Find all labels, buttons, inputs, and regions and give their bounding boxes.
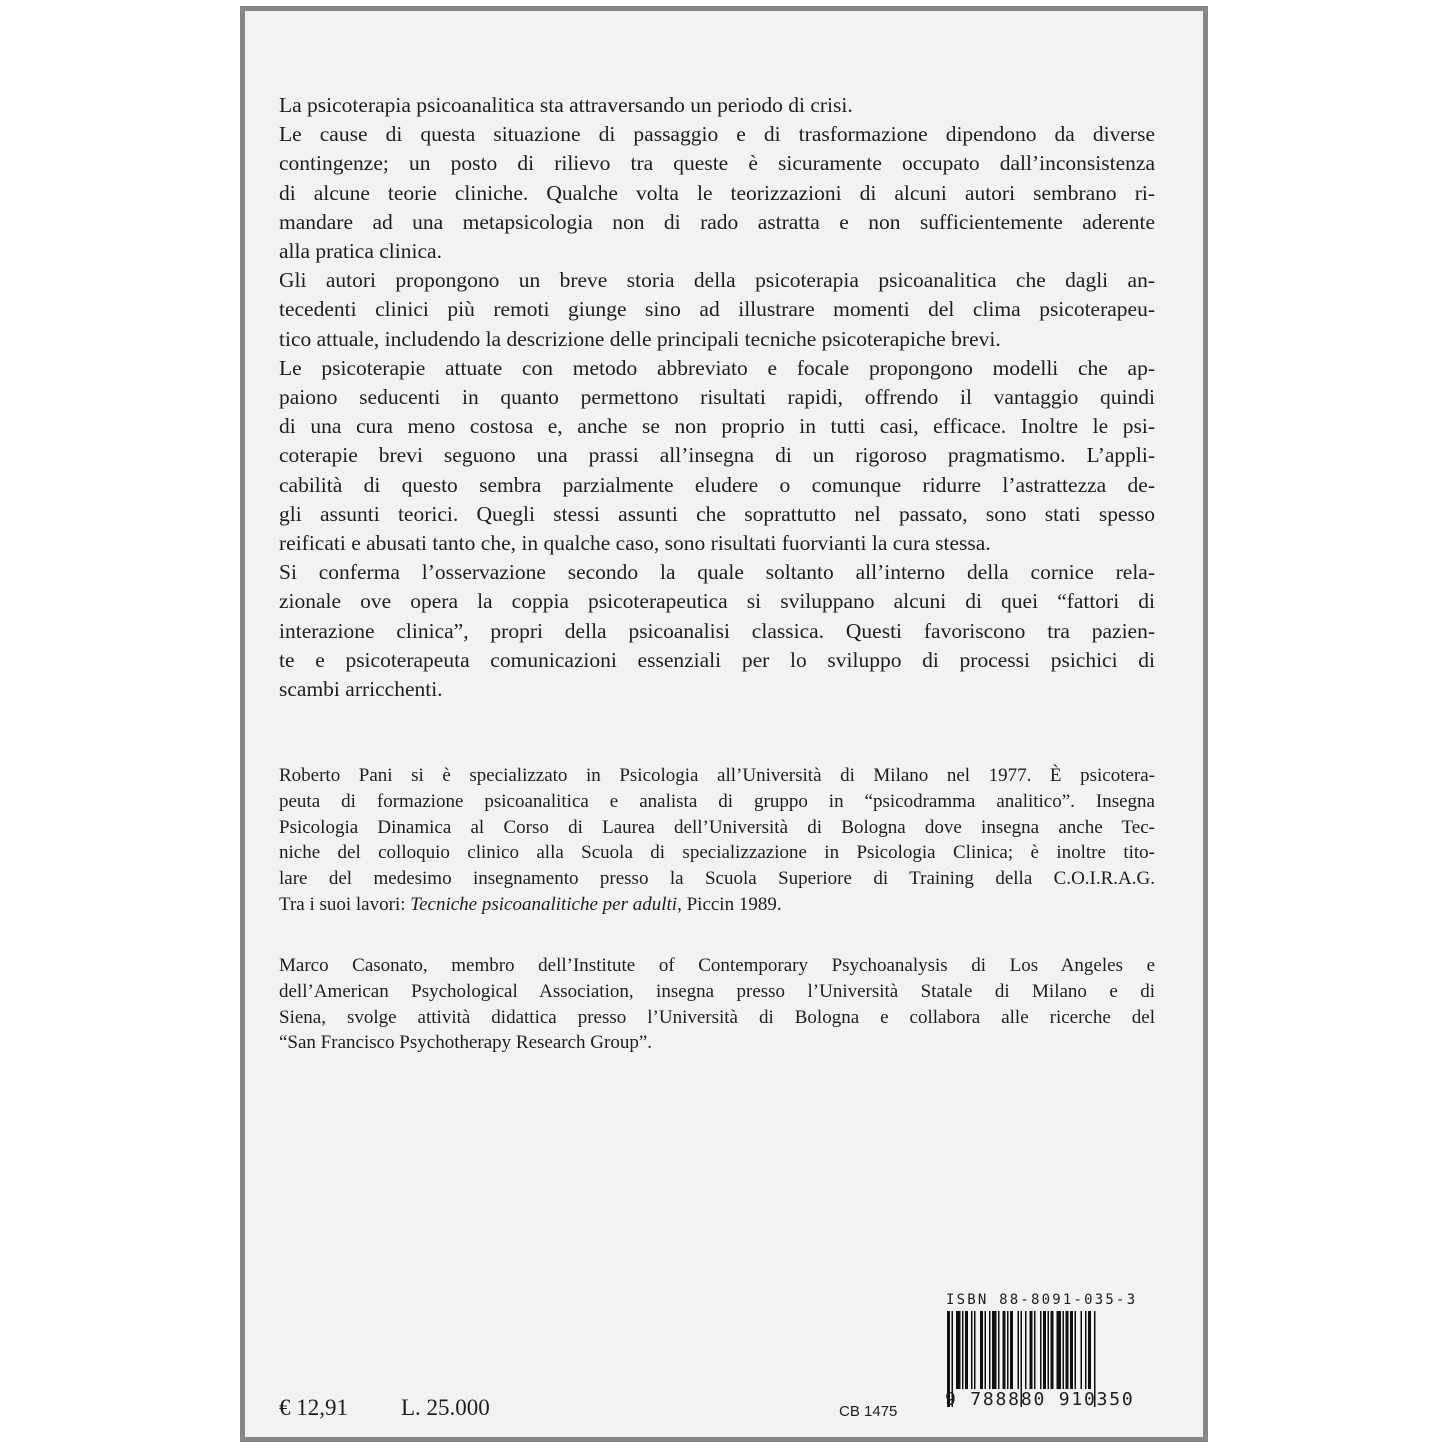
author-bio-roberto-pani [279,763,1155,918]
text-line: gli assunti teorici. Quegli stessi assunti che soprattutto nel passato, sono stati spesso [279,501,1155,526]
barcode-bar [956,1311,961,1389]
catalog-code: CB 1475 [839,1403,898,1420]
text-line: peuta di formazione psicoanalitica e analista di gruppo in “psicodramma analitico”. Insegna [279,790,1155,812]
text-line: zionale ove opera la coppia psicoterapeutica si sviluppano alcuni di quei “fattori di [279,589,1155,614]
author-bio-marco-casonato [279,953,1155,1056]
text-line: scambi arricchenti. [279,677,443,702]
blurb-text [279,91,1155,704]
bio-line: Tra i suoi lavori: Tecniche psicoanalitiche per adulti, Piccin 1989. [279,893,782,915]
text-line: Si conferma l’osservazione secondo la quale soltanto all’interno della cornice rela- [279,560,1155,585]
barcode-bar [1043,1311,1046,1389]
text-line: paiono seducenti in quanto permettono risultati rapidi, offrendo il vantaggio quindi [279,385,1155,410]
text-line: La psicoterapia psicoanalitica sta attraversando un periodo di crisi. [279,93,853,117]
barcode-bar [1057,1311,1062,1389]
book-back-cover [240,6,1208,1442]
barcode-bar [1063,1311,1065,1389]
text-line: Le psicoterapie attuate con metodo abbreviato e focale propongono modelli che ap- [279,355,1155,380]
barcode-bar [965,1311,968,1389]
barcode-bar [1081,1311,1083,1389]
isbn-label: ISBN 88-8091-035-3 [946,1292,1138,1308]
text-line: tecedenti clinici più remoti giunge sino ad illustrare momenti del clima psicoterapeu- [279,297,1155,322]
text-line: dell’American Psychological Association, insegna presso l’Università Statale di Milano e di [279,980,1155,1002]
barcode-bar [989,1311,991,1389]
barcode-bar [1010,1311,1013,1389]
barcode-bar [1070,1311,1073,1389]
barcode-bar [1034,1311,1036,1389]
price-lire: L. 25.000 [401,1395,490,1420]
text-line: tico attuale, includendo la descrizione delle principali tecniche psicoterapiche brevi. [279,326,1001,351]
text-line: “San Francisco Psychotherapy Research Group”. [279,1032,653,1054]
text-line: te e psicoterapeuta comunicazioni essenziali per lo sviluppo di processi psichici di [279,647,1155,672]
barcode-bar [1051,1311,1054,1389]
text-line: Roberto Pani si è specializzato in Psicologia all’Università di Milano nel 1977. È psicotera- [279,765,1155,786]
barcode-bar [962,1311,964,1389]
text-line: cabilità di questo sembra parzialmente eludere o comunque ridurre l’astrattezza de- [279,472,1155,497]
barcode-bar [998,1311,1000,1389]
barcode-bar [1088,1311,1091,1389]
price-euro: € 12,91 [279,1395,348,1420]
text-line: interazione clinica”, propri della psicoanalisi classica. Questi favoriscono tra pazien- [279,618,1155,643]
barcode-bar [1066,1311,1069,1389]
barcode-digits: 9 788880 910350 [945,1389,1135,1410]
barcode-bar [1018,1311,1020,1389]
text-line: Marco Casonato, membro dell’Institute of Contemporary Psychoanalysis di Los Angeles e [279,955,1155,976]
barcode-bar [1040,1311,1042,1389]
text-line: Gli autori propongono un breve storia della psicoterapia psicoanalitica che dagli an- [279,268,1155,293]
barcode-bar [1075,1311,1077,1389]
barcode-bar [1025,1311,1027,1389]
text-line: alla pratica clinica. [279,239,442,264]
text-line: contingenze; un posto di rilievo tra queste è sicuramente occupato dall’inconsistenza [279,151,1155,176]
text-line: niche del colloquio clinico alla Scuola di specializzazione in Psicologia Clinica; è inoltre tito- [279,842,1155,864]
text-line: reificati e abusati tanto che, in qualche caso, sono risultati fuorvianti la cura stessa. [279,531,991,556]
barcode-bar [1048,1311,1050,1389]
barcode-bar [1085,1311,1087,1389]
barcode-bar [1003,1311,1006,1389]
barcode-bar [1030,1311,1033,1389]
barcode-bar [992,1311,997,1389]
book-title: Tecniche psicoanalitiche per adulti [410,893,678,915]
text-line: di alcune teorie cliniche. Qualche volta le teorizzazioni di alcuni autori sembrano ri- [279,180,1155,205]
text-line: lare del medesimo insegnamento presso la Scuola Superiore di Training della C.O.I.R.A.G. [279,868,1155,890]
barcode-bar [974,1311,976,1389]
text-line: di una cura meno costosa e, anche se non proprio in tutti casi, efficace. Inoltre le psi- [279,414,1155,439]
text-line: Siena, svolge attività didattica presso l’Università di Bologna e collabora alle ricerche del [279,1006,1155,1028]
barcode-bar [971,1311,973,1389]
text-line: mandare ad una metapsicologia non di rado astratta e non sufficientemente aderente [279,209,1155,234]
text-line: coterapie brevi seguono una prassi all’insegna di un rigoroso pragmatismo. L’appli- [279,443,1155,468]
barcode-bar [1007,1311,1009,1389]
barcode-bar [980,1311,983,1389]
text-line: Psicologia Dinamica al Corso di Laurea dell’Università di Bologna dove insegna anche Tec- [279,816,1155,838]
barcode-bar [985,1311,987,1389]
text-line: Le cause di questa situazione di passaggio e di trasformazione dipendono da diverse [279,122,1155,147]
